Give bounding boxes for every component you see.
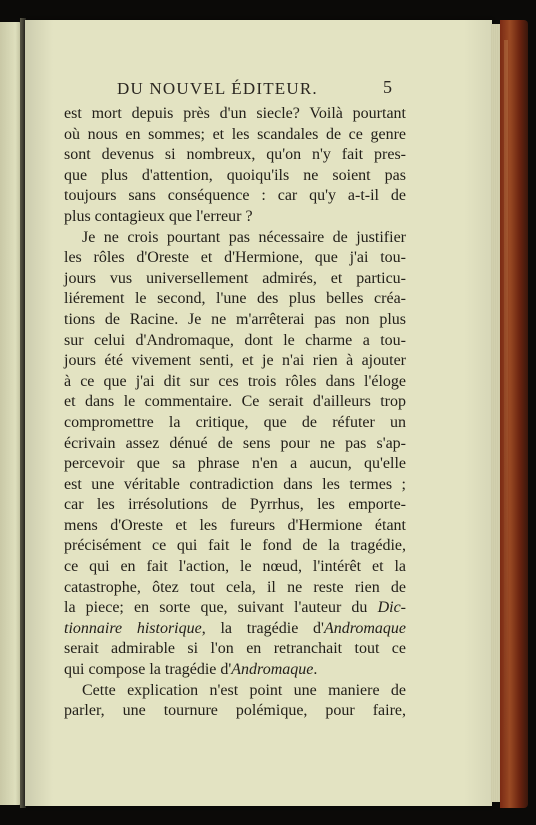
page-number: 5 bbox=[383, 77, 392, 97]
text-line: mens d'Oreste et les fureurs d'Hermione étant bbox=[64, 516, 406, 534]
text-line: compromettre la critique, que de réfuter un bbox=[64, 413, 406, 431]
text-line: parler, une tournure polémique, pour faire, bbox=[64, 702, 406, 720]
cover-highlight bbox=[504, 40, 508, 780]
text-line: est une véritable contradiction dans les termes ; bbox=[64, 475, 406, 493]
text-line: à ce que j'ai dit sur ces trois rôles dans l'éloge bbox=[64, 372, 406, 390]
text-line bbox=[64, 660, 406, 681]
text-line bbox=[64, 598, 406, 619]
text-line: écrivain assez dénué de sens pour ne pas s'ap- bbox=[64, 434, 406, 452]
text-segment: . bbox=[313, 661, 318, 679]
text-line: liérement le second, l'une des plus belles créa- bbox=[64, 290, 406, 308]
italic-segment: tionnaire historique bbox=[64, 619, 202, 637]
text-line: jours vus universellement admirés, et particu- bbox=[64, 269, 406, 287]
text-line: catastrophe, ôtez tout cela, il ne reste rien de bbox=[64, 578, 406, 596]
italic-segment: Andromaque bbox=[323, 619, 406, 637]
text-line: les rôles d'Oreste et d'Hermione, que j'ai tou- bbox=[64, 249, 406, 267]
body-text bbox=[64, 104, 406, 722]
text-line: serait admirable si l'on en retranchait tout ce bbox=[64, 640, 406, 658]
text-line: ce qui en fait l'action, le nœud, l'intérêt et la bbox=[64, 558, 406, 576]
facing-page-edge bbox=[0, 22, 22, 805]
text-line: Cette explication n'est point une maniere de bbox=[82, 681, 406, 699]
text-segment: , la tragédie d' bbox=[201, 619, 324, 637]
text-segment: la piece; en sorte que, suivant l'auteur du bbox=[64, 599, 378, 617]
text-line: jours été vivement senti, et je n'ai rien à ajouter bbox=[64, 352, 406, 370]
text-line: percevoir que sa phrase n'en a aucun, qu'elle bbox=[64, 455, 406, 473]
text-line: tions de Racine. Je ne m'arrêterai pas non plus bbox=[64, 310, 406, 328]
italic-segment: Dic- bbox=[377, 599, 406, 617]
text-line: et dans le commentaire. Ce serait d'ailleurs trop bbox=[64, 393, 406, 411]
text-line: plus contagieux que l'erreur ? bbox=[64, 207, 253, 225]
text-line bbox=[64, 619, 406, 640]
text-line: Je ne crois pourtant pas nécessaire de justifier bbox=[82, 228, 406, 246]
text-line: sont devenus si nombreux, qu'on n'y fait pres- bbox=[64, 146, 406, 164]
text-line: est mort depuis près d'un siecle? Voilà pourtant bbox=[64, 105, 406, 122]
running-title: DU NOUVEL ÉDITEUR. bbox=[117, 79, 318, 98]
text-line: sur celui d'Andromaque, dont le charme a tou- bbox=[64, 331, 406, 349]
text-line: où nous en sommes; et les scandales de ce genre bbox=[64, 125, 406, 143]
text-line: toujours sans conséquence : car qu'y a-t-il de bbox=[64, 187, 406, 205]
italic-segment: Andromaque bbox=[231, 661, 314, 679]
text-line: précisément ce qui fait le fond de la tragédie, bbox=[64, 537, 406, 555]
text-line: car les irrésolutions de Pyrrhus, les emporte- bbox=[64, 496, 406, 514]
text-line: que plus d'attention, quoiqu'ils ne soient pas bbox=[64, 166, 406, 184]
text-segment: qui compose la tragédie d' bbox=[64, 661, 232, 679]
